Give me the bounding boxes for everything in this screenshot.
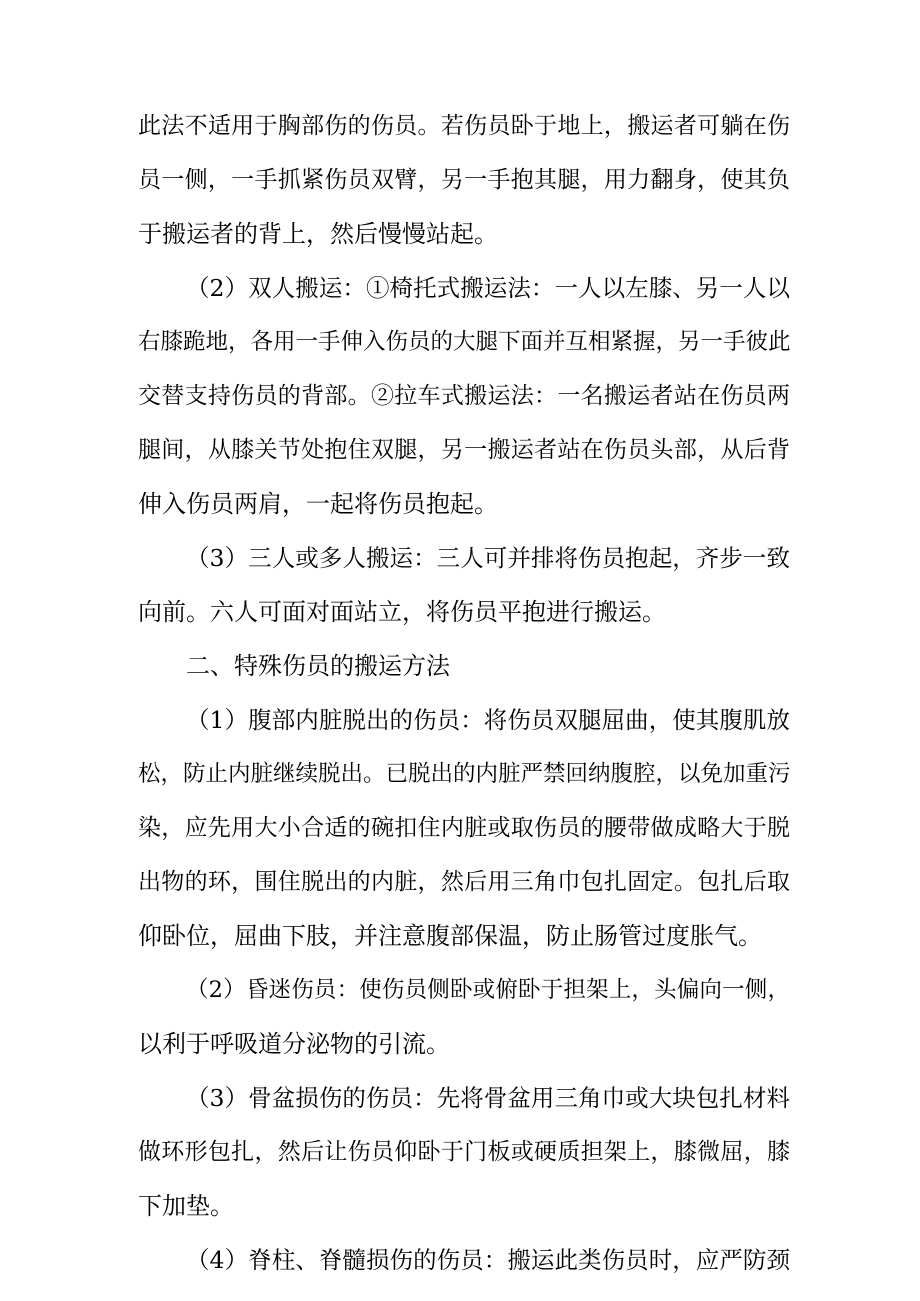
paragraph-line: （3）骨盆损伤的伤员：先将骨盆用三角巾或大块包扎材料: [186, 1084, 790, 1112]
paragraph-line: （3）三人或多人搬运：三人可并排将伤员抱起，齐步一致: [186, 544, 790, 572]
paragraph-line: 染，应先用大小合适的碗扣住内脏或取伤员的腰带做成略大于脱: [138, 815, 790, 841]
paragraph-line: 松，防止内脏继续脱出。已脱出的内脏严禁回纳腹腔，以免加重污: [138, 761, 791, 787]
paragraph-line: 伸入伤员两肩，一起将伤员抱起。: [138, 490, 498, 518]
paragraph-line: 以利于呼吸道分泌物的引流。: [138, 1030, 450, 1058]
paragraph-line: 做环形包扎，然后让伤员仰卧于门板或硬质担架上，膝微屈，膝: [138, 1139, 790, 1165]
paragraph-line: （4）脊柱、脊髓损伤的伤员：搬运此类伤员时，应严防颈: [186, 1246, 790, 1274]
paragraph-line: 员一侧，一手抓紧伤员双臂，另一手抱其腿，用力翻身，使其负: [138, 167, 790, 193]
paragraph-line: 交替支持伤员的背部。②拉车式搬运法：一名搬运者站在伤员两: [138, 383, 790, 409]
section-heading: 二、特殊伤员的搬运方法: [186, 652, 450, 680]
paragraph-line: （2）双人搬运：①椅托式搬运法：一人以左膝、另一人以: [186, 274, 790, 302]
paragraph-line: 出物的环，围住脱出的内脏，然后用三角巾包扎固定。包扎后取: [138, 869, 790, 895]
paragraph-line: 仰卧位，屈曲下肢，并注意腹部保温，防止肠管过度胀气。: [138, 922, 762, 950]
paragraph-line: 腿间，从膝关节处抱住双腿，另一搬运者站在伤员头部，从后背: [138, 437, 790, 463]
paragraph-line: 于搬运者的背上，然后慢慢站起。: [138, 220, 498, 248]
paragraph-line: 向前。六人可面对面站立，将伤员平抱进行搬运。: [138, 598, 666, 626]
paragraph-line: 下加垫。: [138, 1192, 234, 1220]
paragraph-line: 右膝跪地，各用一手伸入伤员的大腿下面并互相紧握，另一手彼此: [138, 329, 791, 355]
paragraph-line: （1）腹部内脏脱出的伤员：将伤员双腿屈曲，使其腹肌放: [186, 706, 790, 734]
paragraph-line: （2）昏迷伤员：使伤员侧卧或俯卧于担架上，头偏向一侧，: [186, 977, 790, 1003]
paragraph-line: 此法不适用于胸部伤的伤员。若伤员卧于地上，搬运者可躺在伤: [138, 113, 790, 139]
